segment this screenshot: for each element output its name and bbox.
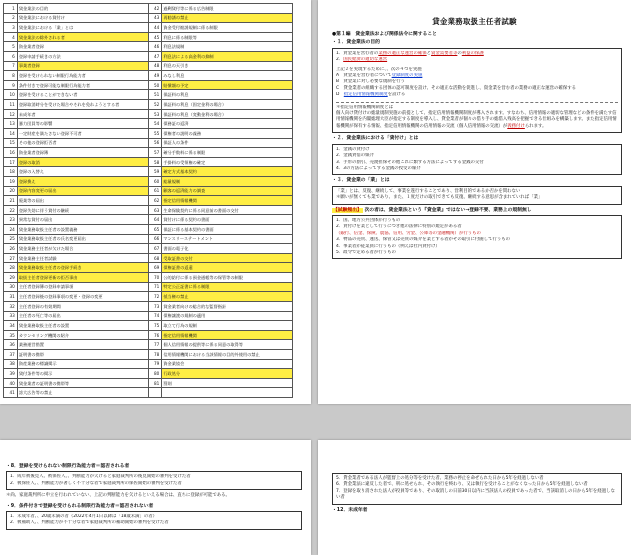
topic-title: 貸付けに係る契約の書面 (162, 215, 293, 225)
topic-number: 69 (148, 263, 162, 273)
topic-index-table (3, 3, 293, 398)
topic-number: 1 (4, 4, 18, 14)
topic-number: 54 (148, 119, 162, 129)
topic-number: 65 (148, 225, 162, 235)
index-row (4, 167, 293, 177)
topic-number: 81 (148, 378, 162, 388)
index-row (4, 369, 293, 379)
topic-title: 取立て行為の規制 (162, 321, 293, 331)
topic-number: 77 (148, 340, 162, 350)
topic-number: 2 (4, 13, 18, 23)
topic-number: 71 (148, 282, 162, 292)
topic-title: 登録の入替え (17, 167, 148, 177)
topic-number: 17 (4, 157, 18, 167)
section-1-heading: ・１．貸金業法の目的 (332, 40, 380, 46)
topic-number: 18 (4, 167, 18, 177)
index-row (4, 80, 293, 90)
topic-number: 57 (148, 148, 162, 158)
topic-number: 56 (148, 138, 162, 148)
topic-number: 36 (4, 340, 18, 350)
topic-number: 75 (148, 321, 162, 331)
content-page-2 (0, 440, 311, 555)
index-row (4, 90, 293, 100)
topic-number (148, 388, 162, 398)
exclusion-2: 2．貸付けを業として行うにつき他の法律に特別の規定がある者 (336, 224, 462, 230)
topic-title: 保証料の利息（変動金利の場合） (162, 109, 293, 119)
index-row (4, 378, 293, 388)
purpose-intro: 上記２を実現するために、、次の４つを実施 (336, 66, 422, 72)
topic-title: 債務証の返済 (162, 119, 293, 129)
index-row (4, 388, 293, 398)
topic-number: 61 (148, 186, 162, 196)
topic-number: 7 (4, 61, 18, 71)
index-row (4, 349, 293, 359)
topic-number: 12 (4, 109, 18, 119)
topic-title: 登録申請手続きの方法 (17, 52, 148, 62)
topic-number: 34 (4, 321, 18, 331)
topic-number: 64 (148, 215, 162, 225)
topic-title: 主任者の死亡等の届出 (17, 311, 148, 321)
topic-number: 15 (4, 138, 18, 148)
measure-d: D 指定信用情報機関制度を設ける (336, 92, 406, 98)
topic-number: 59 (148, 167, 162, 177)
index-row (4, 225, 293, 235)
exclusion-5: 5．政令で定める者が行うもの (336, 249, 396, 255)
topic-number: 68 (148, 253, 162, 263)
index-row (4, 292, 293, 302)
index-row (4, 100, 293, 110)
topic-title: 主任者登録後の登録事項の変更・登録の変更 (17, 292, 148, 302)
topic-number: 76 (148, 330, 162, 340)
topic-number: 70 (148, 273, 162, 283)
conditional-2: 2．被補助人、、判断能力が不十分な者で家庭裁判所の補助開始の審判を受けた者 (10, 520, 169, 526)
topic-title: 貸金業法の除外される者 (17, 32, 148, 42)
topic-title: 指定信用情報機関 (162, 196, 293, 206)
designated-body: 個人向け貸付けの総量規制実施の前提として、指定信用情報機関制度が導入されます。すなわち、信用情報の適切な管理などの条件を満たす信用情報機関を内閣総理大臣が指定する制度を導入し、貸金業者が個々の借り手の総借入残高を把握できる仕組みを構築します。また指定信用情報機関が保有する情報、指定信用情報機関の信用情報の交流（個人信用情報の交流）が義務付けられます。 (336, 111, 617, 129)
index-row (4, 359, 293, 369)
topic-title: 事業者登録 (17, 61, 148, 71)
index-row (4, 340, 293, 350)
topic-number: 4 (4, 32, 18, 42)
topic-title: 登録を受けられない制限行為能力者 (17, 71, 148, 81)
topic-number: 16 (4, 148, 18, 158)
chapter-heading: ●第１編 貸金業法および関係法令に関すること (332, 32, 437, 37)
topic-number: 30 (4, 282, 18, 292)
section-2-box (332, 144, 622, 176)
topic-title: 利息に係る制限等 (162, 32, 293, 42)
index-row (4, 4, 293, 14)
index-row (4, 148, 293, 158)
page-4-body (332, 472, 622, 515)
index-row (4, 32, 293, 42)
index-row (4, 119, 293, 129)
index-row (4, 263, 293, 273)
topic-number: 62 (148, 196, 162, 206)
topic-title: 主任者登録簿の登録申請事項 (17, 282, 148, 292)
topic-number: 58 (148, 157, 162, 167)
topic-number: 28 (4, 263, 18, 273)
topic-number: 29 (4, 273, 18, 283)
topic-title: 手掛料の受領権の確定 (162, 157, 293, 167)
topic-title: 貸金業務取扱主任者の設置義務 (17, 225, 148, 235)
topic-title: 受取証書の交付 (162, 253, 293, 263)
topic-title: 取扱主任者登録更新の拒否事由 (17, 273, 148, 283)
topic-title: 個人信用情報の提供等に係る同意の取得等 (162, 340, 293, 350)
topic-title: 罰則 (162, 378, 293, 388)
index-row (4, 42, 293, 52)
exclusion-4: 4．事業者が従業員に行うもの（例えば社内貸付け） (336, 243, 440, 249)
topic-title: 抵当権の禁止 (162, 292, 293, 302)
topic-title: 登録内容変更の届出 (17, 186, 148, 196)
topic-number: 3 (4, 23, 18, 33)
index-page (0, 0, 311, 404)
purpose-item-1: 1．貸金業を営む者の業務の適正な運営の確保と資金需要者等の利益の保護 (336, 50, 484, 56)
topic-title: 行政処分 (162, 369, 293, 379)
index-row (4, 215, 293, 225)
topic-title: 登録換え (17, 176, 148, 186)
topic-title: 貸金業法における「業」とは (17, 23, 148, 33)
index-row (4, 205, 293, 215)
topic-number: 13 (4, 119, 18, 129)
topic-number: 35 (4, 330, 18, 340)
topic-title (162, 388, 293, 398)
disqualification-box (332, 473, 622, 505)
topic-number: 63 (148, 205, 162, 215)
section-1-box (332, 48, 622, 133)
topic-title: 誇大広告等の禁止 (17, 388, 148, 398)
topic-number: 79 (148, 359, 162, 369)
index-row (4, 186, 293, 196)
topic-title: 登録失効に伴う貸付の継続 (17, 205, 148, 215)
topic-number: 6 (4, 52, 18, 62)
section-4-box (332, 215, 622, 259)
loan-type-3: 3．手形の割引、売渡担保その他これに類する方法によってする金銭の交付 (336, 159, 484, 165)
topic-number: 31 (4, 292, 18, 302)
topic-number: 46 (148, 42, 162, 52)
topic-title: 貸金業務取扱主任者の氏名変更届出 (17, 234, 148, 244)
topic-title: 信用情報機関における当該情報の目的外使用の禁止 (162, 349, 293, 359)
loan-type-1: 1．金銭の貸付け (336, 146, 370, 152)
content-page-3 (318, 440, 631, 555)
topic-title: 書面の電子化 (162, 244, 293, 254)
topic-number: 37 (4, 349, 18, 359)
topic-title: 登録の取消 (17, 157, 148, 167)
topic-number: 48 (148, 61, 162, 71)
topic-number: 73 (148, 301, 162, 311)
topic-number: 25 (4, 234, 18, 244)
topic-title: 確分手数料に係る制限 (162, 148, 293, 158)
topic-title: 資金受付勧誘規制に係る制限 (162, 23, 293, 33)
topic-number: 49 (148, 71, 162, 81)
topic-title: 貸金業法の目的 (17, 4, 148, 14)
topic-title: 登録を受けることができない者 (17, 90, 148, 100)
section-3-heading: ・３．貸金業の「業」とは (332, 178, 390, 184)
topic-number: 80 (148, 369, 162, 379)
topic-title: 債権証書の返還 (162, 263, 293, 273)
topic-number: 60 (148, 176, 162, 186)
topic-title: 暴力団員等の影響 (17, 119, 148, 129)
index-row (4, 138, 293, 148)
disqualification-7: 7．登録を取り消された法人が役員等であり、その取消しの日前30日以内に当該法人の役員であった者で、当該取消しの日から5年を経過しない者 (336, 488, 615, 501)
content-page-1 (318, 0, 631, 404)
page-3-body (6, 462, 302, 533)
topic-title: 証明書の携帯 (17, 349, 148, 359)
exclusion-2-detail: （銀行、信金、保険、農協、信用、労金、公庫等の金融機関）が行うもの (336, 230, 481, 236)
index-row (4, 157, 293, 167)
topic-title: 資産業務の標識掲示 (17, 359, 148, 369)
topic-title: 資金業者登録 (17, 42, 148, 52)
topic-number: 32 (4, 301, 18, 311)
topic-title: 登録取消時分を受けた場合やそれを免れようとする者 (17, 100, 148, 110)
topic-title: 債権者の説明の義務 (162, 128, 293, 138)
topic-title: 保証料の利息 (162, 90, 293, 100)
section-8-box (6, 471, 302, 490)
topic-number: 67 (148, 244, 162, 254)
topic-title: 利息法規制 (162, 42, 293, 52)
index-row (4, 244, 293, 254)
topic-title: 特定公正証書に係る制限 (162, 282, 293, 292)
index-row (4, 234, 293, 244)
topic-number: 41 (4, 388, 18, 398)
index-row (4, 23, 293, 33)
measure-a: A 貸金業を営む者について登録制度の実施 (336, 73, 423, 79)
index-row (4, 13, 293, 23)
topic-number: 20 (4, 186, 18, 196)
index-row (4, 282, 293, 292)
topic-title: 廃業等の届出 (17, 196, 148, 206)
topic-number: 38 (4, 359, 18, 369)
topic-number: 66 (148, 234, 162, 244)
topic-number: 23 (4, 215, 18, 225)
topic-title: 貸金業務取扱主任者の設置 (17, 321, 148, 331)
conditional-1: 1．未成年者、、20歳未満の者（2022年4月1日以降は「18歳未満」の者） (10, 514, 158, 520)
topic-title: 主任者登録の有効期間 (17, 301, 148, 311)
topic-title: 貸付条件等の掲示 (17, 369, 148, 379)
index-row (4, 321, 293, 331)
topic-title: 保証に係る基本契約の書面 (162, 225, 293, 235)
index-row (4, 311, 293, 321)
topic-number: 9 (4, 80, 18, 90)
section-4-heading: 【試験頻出】 次の者は、貸金業法という『貸金業』ではない→登録不要、業務上の規制無し (333, 207, 532, 213)
topic-title: カウンセリング機関の紹介 (17, 330, 148, 340)
topic-number: 10 (4, 90, 18, 100)
purpose-item-2: 2．国民経済の適切な運営 (336, 57, 388, 63)
index-row (4, 176, 293, 186)
topic-title: 異常な貸付の届出 (17, 215, 148, 225)
topic-title: 資金業協会 (162, 359, 293, 369)
topic-title: 総量規制 (162, 176, 293, 186)
divider (336, 102, 618, 103)
topic-title: 賠償額の予定 (162, 80, 293, 90)
exclusion-3: 3．物品の売買、運送、保管又は売買の媒介を業とする者がその取引に付随して行うもの (336, 237, 511, 243)
topic-number: 72 (148, 292, 162, 302)
topic-number: 52 (148, 100, 162, 110)
index-row (4, 71, 293, 81)
topic-title: 貸金業務取扱主任者の登録手続き (17, 263, 148, 273)
topic-number: 51 (148, 90, 162, 100)
topic-number: 24 (4, 225, 18, 235)
business-note: ＊願いが無くても業であり、また、１度だけの取引できても反復、継続する意思が含まれていれば「業」 (336, 195, 543, 201)
measure-b: B 貸金業に対し必要な規制を行う (336, 79, 405, 85)
topic-title: 債権譲渡の規制の適用 (162, 311, 293, 321)
topic-title: 利息法による高金利の抑制 (162, 52, 293, 62)
topic-title: 指定信用情報機関 (162, 330, 293, 340)
index-row (4, 196, 293, 206)
topic-title: 顧客の返済能力の調査 (162, 186, 293, 196)
section-2-heading: ・２．貸金業法における「貸付け」とは (332, 136, 419, 142)
section-9-box (6, 511, 302, 530)
topic-title: 保証料の利息（固定金利の場合） (162, 100, 293, 110)
topic-title: みなし利息 (162, 71, 293, 81)
document-title: 貸金業務取扱主任者試験 (432, 17, 517, 26)
index-row (4, 52, 293, 62)
topic-title: 一定財産を満たさない登録不可者 (17, 128, 148, 138)
topic-number: 74 (148, 311, 162, 321)
topic-number: 47 (148, 52, 162, 62)
designated-title: ＊指定信用情報機関制度とは (336, 104, 394, 110)
topic-title: 貸金業者向けの総合的な監督指針 (162, 301, 293, 311)
section-9-heading: ・9．条件付きで登録を受けられる制限行為能力者＝認否されない者 (6, 503, 154, 509)
index-row (4, 253, 293, 263)
topic-title: 条件付きで登録可能な制限行為能力者 (17, 80, 148, 90)
loan-type-2: 2．金銭貸借の媒介 (336, 153, 374, 159)
topic-number: 14 (4, 128, 18, 138)
topic-number: 43 (148, 13, 162, 23)
business-definition: 「業」とは、反復、継続して、事業を遂行することであり、営利目的であるか否かを問わない (336, 188, 521, 194)
topic-title: 貸金業務主任者が欠けた場合 (17, 244, 148, 254)
topic-title: 資金業者登録簿 (17, 148, 148, 158)
topic-title: 保証人の条件 (162, 138, 293, 148)
measure-c: C 貸金業者の組織する団体の認可制度を設け、その適正な活動を促進し、資金業を営む者の業務の適正な運営の確保する (336, 85, 576, 91)
index-row (4, 330, 293, 340)
topic-number: 11 (4, 100, 18, 110)
topic-title: マンスリーステートメント (162, 234, 293, 244)
topic-number: 42 (148, 4, 162, 14)
topic-title: 利息の天引き (162, 61, 293, 71)
topic-number: 50 (148, 80, 162, 90)
index-row (4, 128, 293, 138)
topic-title: 公的給付に係る預金通帳等の保管等の制限 (162, 273, 293, 283)
topic-number: 55 (148, 128, 162, 138)
topic-number: 8 (4, 71, 18, 81)
section-3-box (332, 186, 622, 205)
topic-number: 39 (4, 369, 18, 379)
topic-number: 5 (4, 42, 18, 52)
topic-title: 業務運営措置 (17, 340, 148, 350)
index-row (4, 61, 293, 71)
topic-title: 未成年者 (17, 109, 148, 119)
loan-type-4: 4．3の方法によってする金銭の授受の媒介 (336, 165, 421, 171)
section-8-note: ＊尚、家庭裁判所に申立を行われていない、上記の判断能力を欠けるといえる場合は、直ちに登録が可能である。 (6, 493, 230, 499)
topic-title: 貸金業者の証明書の携帯等 (17, 378, 148, 388)
topic-title: 過剰貸付等に係る広告制限 (162, 4, 293, 14)
section-12-heading: ・12．未成年者 (332, 507, 368, 513)
section-8-heading: ・8．登録を受けられない制限行為能力者＝認否される者 (6, 464, 130, 469)
restricted-2: 2．被保佐人、、判断能力が著しく不十分な者で家庭裁判所の保佐開始の審判を受けた者 (10, 480, 182, 486)
topic-title: 貸金業務主任者試験 (17, 253, 148, 263)
topic-number: 22 (4, 205, 18, 215)
topic-title: 再勧誘の禁止 (162, 13, 293, 23)
chapter-body (332, 30, 622, 262)
topic-title: その他の登録拒否者 (17, 138, 148, 148)
restricted-1: 1．成年被後見人、被保佐人、、判断能力が欠けると家庭裁判所の後見開始の審判を受けた者 (10, 474, 191, 480)
topic-title: 貸金業法における貸付け (17, 13, 148, 23)
index-row (4, 109, 293, 119)
index-row (4, 301, 293, 311)
topic-number: 33 (4, 311, 18, 321)
index-row (4, 273, 293, 283)
topic-number: 78 (148, 349, 162, 359)
topic-number: 27 (4, 253, 18, 263)
topic-title: 確定方式基本契約 (162, 167, 293, 177)
topic-number: 44 (148, 23, 162, 33)
topic-title: 生命保険契約に係る同意前の書面の交付 (162, 205, 293, 215)
topic-number: 40 (4, 378, 18, 388)
topic-number: 26 (4, 244, 18, 254)
disqualification-5: 5．貸金業者である法人が監督上の処分等を受けた者、業務の停止を命ぜられた日から5年を経過しない者 (336, 476, 544, 481)
disqualification-6: 6．貸金業法に違反した者で、刑に処せられ、その執行を終わり、又は執行を受けることがなくなった日から5年を経過しない者 (336, 482, 588, 488)
topic-number: 19 (4, 176, 18, 186)
exclusion-1: 1．国、地方公共団体が行うもの (336, 217, 401, 223)
topic-number: 53 (148, 109, 162, 119)
topic-number: 45 (148, 32, 162, 42)
topic-number: 21 (4, 196, 18, 206)
